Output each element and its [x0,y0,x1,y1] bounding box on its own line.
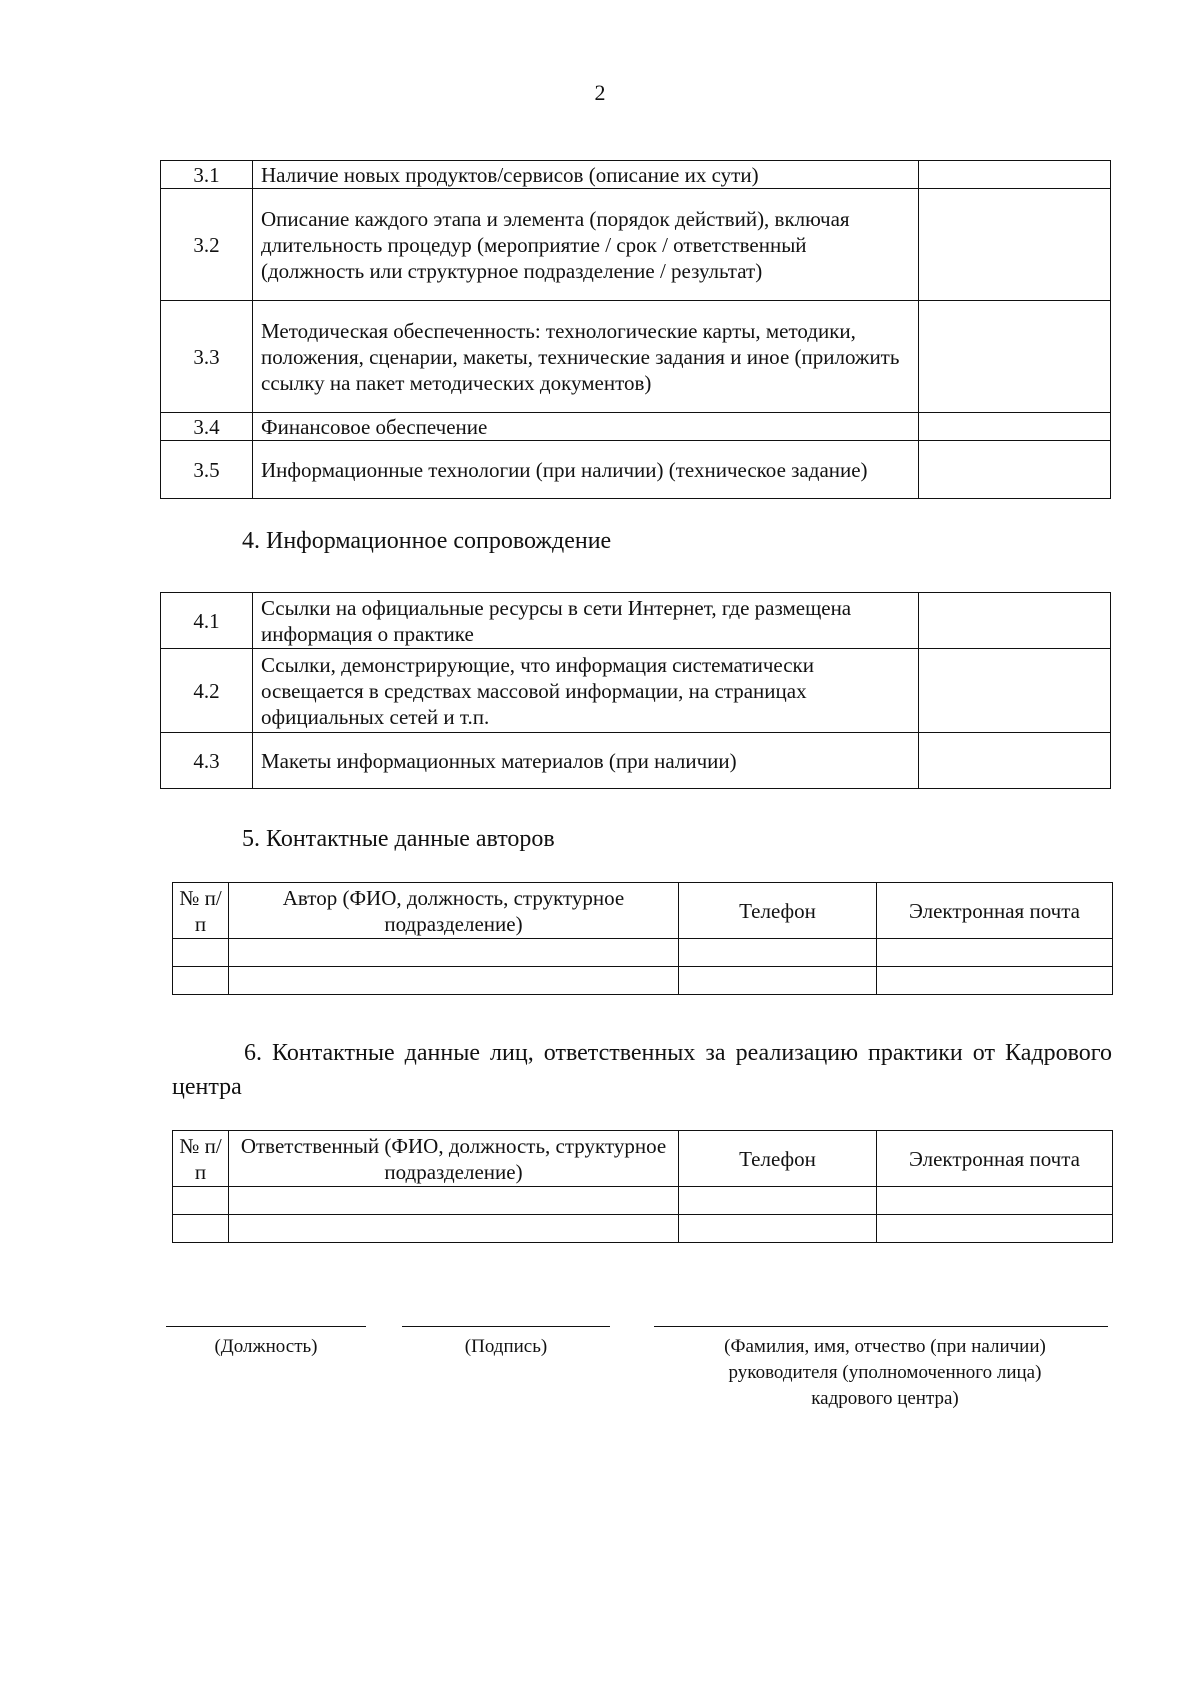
table-row [161,413,1111,441]
section-5-table [172,882,1113,995]
row-value-cell[interactable] [919,593,1111,649]
row-number: 4.3 [161,733,253,789]
row-value-cell[interactable] [919,649,1111,733]
section-3-table [160,160,1111,499]
header-email: Электронная почта [877,883,1113,939]
cell-author[interactable] [229,939,679,967]
table-row [161,593,1111,649]
position-caption: (Должность) [214,1336,318,1357]
table-row [173,967,1113,995]
cell-email[interactable] [877,939,1113,967]
cell-email[interactable] [877,967,1113,995]
cell-number[interactable] [173,939,229,967]
row-number: 4.2 [161,649,253,733]
cell-author[interactable] [229,967,679,995]
name-signature-line[interactable] [654,1326,1108,1327]
row-value-cell[interactable] [919,301,1111,413]
section-4-heading: 4. Информационное сопровождение [242,528,612,554]
row-description: Описание каждого этапа и элемента (порядок действий), включая длительность процедур (мероприятие / срок / ответственный (должность или структурное подразделение / результат) [253,189,919,301]
header-phone: Телефон [679,1131,877,1187]
row-number: 3.3 [161,301,253,413]
row-value-cell[interactable] [919,189,1111,301]
cell-number[interactable] [173,1187,229,1215]
header-phone: Телефон [679,883,877,939]
header-responsible: Ответственный (ФИО, должность, структурное подразделение) [229,1131,679,1187]
cell-number[interactable] [173,967,229,995]
row-value-cell[interactable] [919,413,1111,441]
table-row [161,161,1111,189]
header-number: № п/п [173,883,229,939]
section-6-table [172,1130,1113,1243]
row-description: Макеты информационных материалов (при наличии) [253,733,919,789]
signature-caption: (Подпись) [464,1336,548,1357]
row-description: Ссылки, демонстрирующие, что информация систематически освещается в средствах массовой информации, на страницах официальных сетей и т.п. [253,649,919,733]
table-header-row [173,1131,1113,1187]
page-number: 2 [594,80,606,105]
header-number: № п/п [173,1131,229,1187]
cell-email[interactable] [877,1187,1113,1215]
row-value-cell[interactable] [919,441,1111,499]
cell-email[interactable] [877,1215,1113,1243]
row-number: 3.2 [161,189,253,301]
row-description: Ссылки на официальные ресурсы в сети Интернет, где размещена информация о практике [253,593,919,649]
cell-phone[interactable] [679,1215,877,1243]
cell-responsible[interactable] [229,1187,679,1215]
position-signature-line[interactable] [166,1326,366,1327]
row-description: Финансовое обеспечение [253,413,919,441]
table-row [161,649,1111,733]
table-row [161,301,1111,413]
row-number: 3.5 [161,441,253,499]
row-number: 3.1 [161,161,253,189]
cell-number[interactable] [173,1215,229,1243]
table-row [161,733,1111,789]
table-row [173,1187,1113,1215]
signature-line[interactable] [402,1326,610,1327]
row-description: Информационные технологии (при наличии) (техническое задание) [253,441,919,499]
table-row [161,441,1111,499]
cell-responsible[interactable] [229,1215,679,1243]
section-5-heading: 5. Контактные данные авторов [242,826,555,852]
row-value-cell[interactable] [919,161,1111,189]
cell-phone[interactable] [679,939,877,967]
row-number: 4.1 [161,593,253,649]
row-number: 3.4 [161,413,253,441]
header-author: Автор (ФИО, должность, структурное подразделение) [229,883,679,939]
header-email: Электронная почта [877,1131,1113,1187]
cell-phone[interactable] [679,967,877,995]
name-caption: (Фамилия, имя, отчество (при наличии) руководителя (уполномоченного лица) кадрового центра) [724,1336,1046,1409]
row-value-cell[interactable] [919,733,1111,789]
section-6-heading: 6. Контактные данные лиц, ответственных за реализацию практики от Кадрового центра [172,1040,1112,1100]
table-row [161,189,1111,301]
table-header-row [173,883,1113,939]
section-4-table [160,592,1111,789]
row-description: Наличие новых продуктов/сервисов (описание их сути) [253,161,919,189]
row-description: Методическая обеспеченность: технологические карты, методики, положения, сценарии, макеты, технические задания и иное (приложить ссылку на пакет методических документов) [253,301,919,413]
cell-phone[interactable] [679,1187,877,1215]
table-row [173,939,1113,967]
table-row [173,1215,1113,1243]
